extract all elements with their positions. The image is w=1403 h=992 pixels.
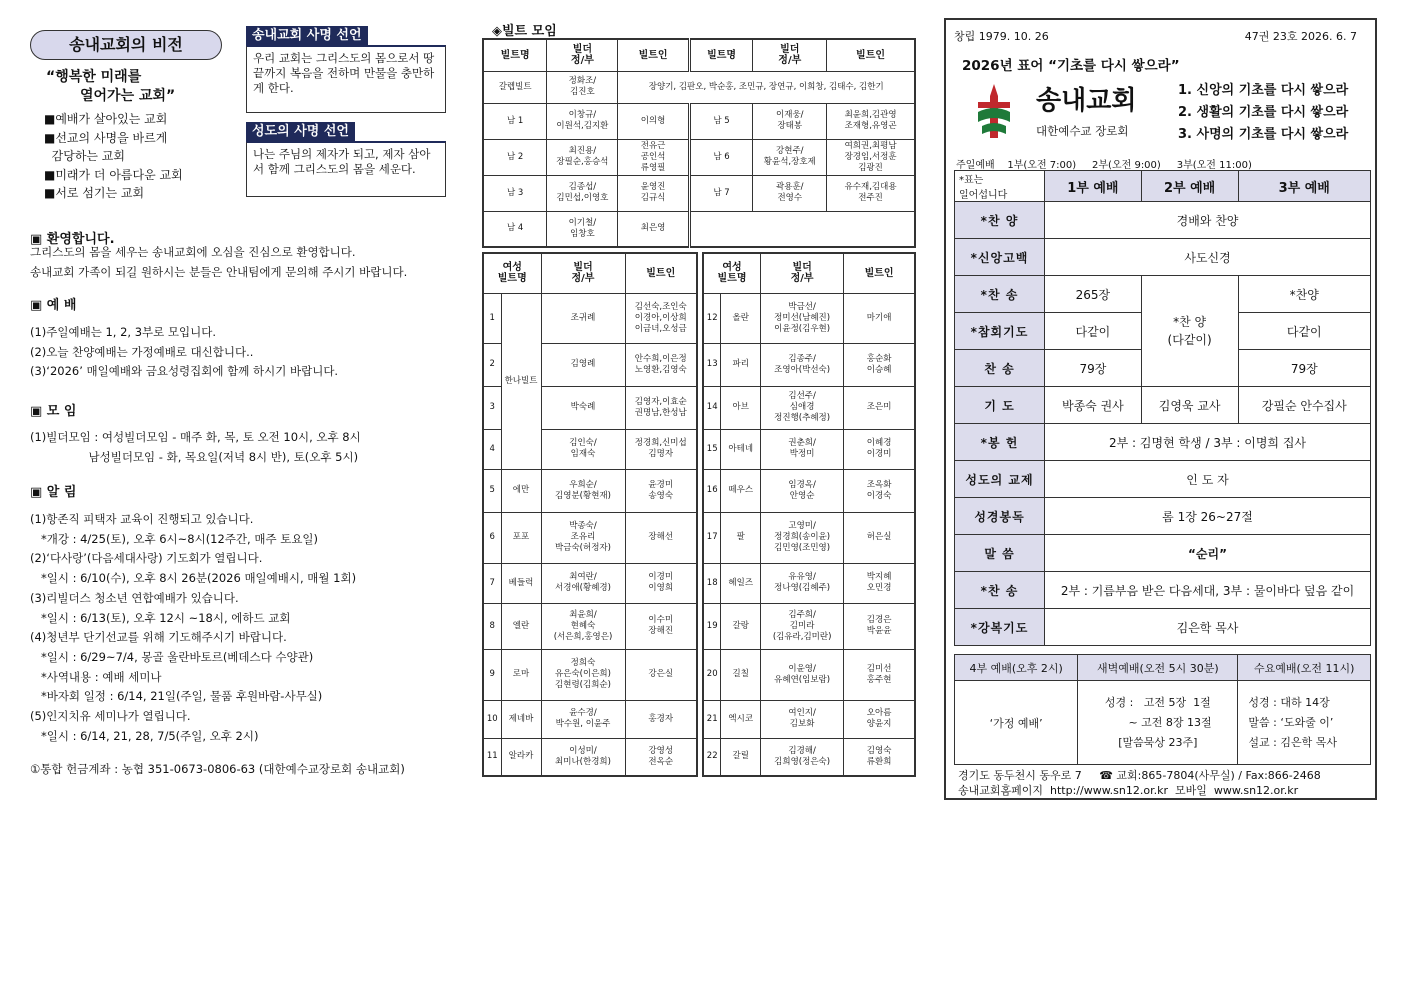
builder: 박숙례 (541, 386, 625, 429)
table-row (483, 563, 697, 603)
order-label: 성경봉독 (955, 498, 1045, 535)
church-decl-title: 송내교회 사명 선언 (246, 26, 368, 46)
built-group: 아테네 (721, 429, 761, 469)
builder: 김종섭/ 김민섭,이영호 (547, 175, 618, 211)
column-header: 빌트인 (618, 39, 689, 71)
header-wednesday: 수요예배(오전 11시) (1238, 655, 1371, 681)
built-group: 에만 (501, 469, 541, 512)
worship-title: ▣ 예 배 (30, 298, 77, 313)
header-service-1: 1부 예배 (1045, 171, 1142, 202)
built-members: 장해선 (625, 512, 697, 563)
row-number: 10 (483, 700, 501, 738)
header-service-3: 3부 예배 (1238, 171, 1371, 202)
row-number: 18 (703, 563, 721, 603)
table-row (703, 738, 915, 776)
column-header: 빌트명 (689, 39, 753, 71)
row-number: 21 (703, 700, 721, 738)
church-mission-declaration (246, 24, 446, 113)
built-name: 남 2 (483, 139, 547, 175)
built-name: 남 5 (689, 103, 753, 139)
service-4-content: ‘가정 예배’ (955, 681, 1078, 765)
table-row (703, 512, 915, 563)
built-group: 갈릴 (721, 738, 761, 776)
worship-line: (1)주일예배는 1, 2, 3부로 모입니다. (30, 325, 217, 339)
church-footer: 경기도 동두천시 동우로 7 ☎ 교회:865-7804(사무실) / Fax:866-2468 송내교회홈페이지 http://www.sn12.or.kr 모바일 www.sn12.or.kr (958, 769, 1321, 797)
right-column (944, 18, 1377, 800)
table-row (483, 293, 697, 343)
built-members: 박지혜 오민경 (844, 563, 915, 603)
table-row (703, 343, 915, 386)
table-row (703, 563, 915, 603)
built-members: 이수미 장해진 (625, 603, 697, 649)
meeting-body (30, 428, 450, 467)
meeting-line: 남성빌더모임 - 화, 목요일(저녁 8시 반), 토(오후 5시) (30, 449, 359, 464)
empty-cell (689, 211, 915, 247)
row-number: 3 (483, 386, 501, 429)
built-members: 윤영진 김규식 (618, 175, 689, 211)
built-members: 전유근 공인석 류영필 (618, 139, 689, 175)
wednesday-content (1238, 681, 1371, 765)
vision-item: ■선교의 사명을 바르게 (44, 130, 168, 145)
notice-line: *일시 : 6/13(토), 오후 12시 ~18시, 에하드 교회 (30, 610, 291, 625)
table-row (703, 293, 915, 343)
built-group: 떼우스 (721, 469, 761, 512)
row-number: 15 (703, 429, 721, 469)
built-members: 허은실 (844, 512, 915, 563)
row-number: 9 (483, 649, 501, 700)
row-number: 5 (483, 469, 501, 512)
builder: 임경옥/ 안영순 (761, 469, 844, 512)
builder: 이재웅/ 장태봉 (753, 103, 827, 139)
builder: 조귀례 (541, 293, 625, 343)
vision-item: ■미래가 더 아름다운 교회 (44, 167, 183, 182)
built-group: 팔 (721, 512, 761, 563)
row-number: 17 (703, 512, 721, 563)
order-hymn1-3: *찬양 (1238, 276, 1371, 313)
built-group: 엑시코 (721, 700, 761, 738)
built-members: 마기애 (844, 293, 915, 343)
built-members: 조은미 (844, 386, 915, 429)
order-hymn1-1: 265장 (1045, 276, 1142, 313)
built-group: 갈랑 (721, 603, 761, 649)
goal-item: 1. 신앙의 기초를 다시 쌓으라 (1178, 83, 1349, 98)
worship-line: (2)오늘 찬양예배는 가정예배로 대신합니다.. (30, 344, 254, 359)
built-group: 파리 (721, 343, 761, 386)
church-decl-text: 우리 교회는 그리스도의 몸으로서 땅끝까지 복음을 전하며 만물을 충만하게 한다. (246, 45, 446, 113)
saint-decl-title: 성도의 사명 선언 (246, 122, 355, 142)
dawn-line: ~ 고전 8장 13절 (1103, 715, 1212, 729)
vision-title-line2: 열어가는 교회” (80, 88, 176, 104)
order-praise: 경배와 찬양 (1045, 202, 1371, 239)
built-name: 남 6 (689, 139, 753, 175)
builder: 박종숙/ 조유리 박금숙(허정자) (541, 512, 625, 563)
row-number: 16 (703, 469, 721, 512)
column-header: 빌트인 (625, 253, 697, 293)
table-row (483, 175, 915, 211)
row-number: 22 (703, 738, 721, 776)
goal-item: 2. 생활의 기초를 다시 쌓으라 (1178, 105, 1349, 120)
church-name: 송내교회 (1036, 86, 1137, 116)
built-members: 안수희,이은정 노영환,김영숙 (625, 343, 697, 386)
row-number: 7 (483, 563, 501, 603)
built-members: 최은영 (618, 211, 689, 247)
table-header-row (703, 253, 915, 293)
order-repent-3: 다같이 (1238, 313, 1371, 350)
wed-line: 성경 : 대하 14장 (1248, 695, 1330, 709)
row-number: 14 (703, 386, 721, 429)
other-services-table (954, 654, 1371, 765)
table-row (483, 139, 915, 175)
column-header: 빌트명 (483, 39, 547, 71)
built-name: 남 3 (483, 175, 547, 211)
built-group: 포포 (501, 512, 541, 563)
order-label: 말 씀 (955, 535, 1045, 572)
column-header: 빌더 정/부 (753, 39, 827, 71)
built-members: 김선숙,조인숙 이경아,이상희 이금녀,오성금 (625, 293, 697, 343)
founded-date: 창립 1979. 10. 26 (954, 30, 1049, 43)
builder: 최윤희/ 현혜숙 (서은희,홍영은) (541, 603, 625, 649)
built-group: 아브 (721, 386, 761, 429)
women-built-table-left (482, 252, 698, 777)
order-label: *봉 헌 (955, 424, 1045, 461)
built-members: 홍경자 (625, 700, 697, 738)
builder: 권춘희/ 박정미 (761, 429, 844, 469)
table-row (703, 700, 915, 738)
notice-line: *개강 : 4/25(토), 오후 6시~8시(12주간, 매주 토요일) (30, 531, 319, 546)
built-group: 제네바 (501, 700, 541, 738)
builder: 유유영/ 정나영(김혜주) (761, 563, 844, 603)
builder: 이성미/ 최미나(한경희) (541, 738, 625, 776)
table-row (703, 469, 915, 512)
builder: 박금선/ 정미선(남혜진) 이윤정(김우현) (761, 293, 844, 343)
built-group: 헤일즈 (721, 563, 761, 603)
built-members: 정경희,신미섭 김명자 (625, 429, 697, 469)
order-label: *강복기도 (955, 609, 1045, 646)
built-members: 오아름 양윤지 (844, 700, 915, 738)
meeting-line: (1)빌더모임 : 여성빌더모임 - 매주 화, 목, 토 오전 10시, 오후 8시 (30, 430, 361, 444)
vision-pill: 송내교회의 비전 (30, 30, 222, 60)
row-number: 12 (703, 293, 721, 343)
order-label: 기 도 (955, 387, 1045, 424)
row-number: 20 (703, 649, 721, 700)
notice-line: *바자회 일정 : 6/14, 21일(주일, 물품 후원바람-사무실) (30, 689, 323, 704)
row-number: 6 (483, 512, 501, 563)
table-row (703, 603, 915, 649)
order-hymn3: 2부 : 기름부음 받은 다음세대, 3부 : 물이바다 덮음 같이 (1045, 572, 1371, 609)
notice-body (30, 510, 450, 780)
order-sermon: “순리” (1045, 535, 1371, 572)
built-group: 로마 (501, 649, 541, 700)
table-row (483, 211, 915, 247)
table-row (703, 649, 915, 700)
order-label: 성도의 교제 (955, 461, 1045, 498)
order-offering: 2부 : 김명현 학생 / 3부 : 이명희 집사 (1045, 424, 1371, 461)
built-group: 길칠 (721, 649, 761, 700)
dawn-line: 성경 : 고전 5장 1절 (1104, 695, 1211, 709)
welcome-body (30, 243, 450, 282)
builder: 김주희/ 김미라 (김유라,김미란) (761, 603, 844, 649)
dawn-content (1078, 681, 1238, 765)
builder: 최여란/ 서경애(황혜경) (541, 563, 625, 603)
table-header-row (483, 253, 697, 293)
column-header: 빌더 정/부 (541, 253, 625, 293)
stand-note: *표는 일어섭니다 (955, 171, 1045, 202)
built-group: 한나빌트 (501, 293, 541, 469)
order-prayer-1: 박종숙 권사 (1045, 387, 1142, 424)
built-name: 남 7 (689, 175, 753, 211)
vision-title (46, 68, 175, 106)
builder: 정희숙 유은숙(이은희) 김현령(김희순) (541, 649, 625, 700)
order-fellowship: 인 도 자 (1045, 461, 1371, 498)
row-number: 13 (703, 343, 721, 386)
built-group: 엘란 (501, 603, 541, 649)
builder: 고영미/ 정경희(송이윤) 김민영(조민영) (761, 512, 844, 563)
table-row (483, 603, 697, 649)
table-row (483, 512, 697, 563)
built-group: 알라카 (501, 738, 541, 776)
builder: 강현주/ 황윤석,장호제 (753, 139, 827, 175)
notice-line: (1)항존직 피택자 교육이 진행되고 있습니다. (30, 512, 254, 526)
column-header: 여성 빌트명 (483, 253, 541, 293)
order-label: *찬 송 (955, 572, 1045, 609)
table-header-row (483, 39, 915, 71)
built-members: 김경은 박윤윤 (844, 603, 915, 649)
worship-body (30, 323, 450, 382)
column-header: 빌트인 (827, 39, 915, 71)
builder: 김종주/ 조영아(박선숙) (761, 343, 844, 386)
notice-line: *일시 : 6/29~7/4, 몽골 울란바토르(베데스다 수양관) (30, 649, 314, 664)
saint-decl-text: 나는 주님의 제자가 되고, 제자 삼아서 함께 그리스도의 몸을 세운다. (246, 141, 446, 197)
builder: 김인숙/ 임재숙 (541, 429, 625, 469)
row-number: 1 (483, 293, 501, 343)
builder: 이윤영/ 유혜연(임보람) (761, 649, 844, 700)
built-name: 남 1 (483, 103, 547, 139)
notice-line: *사역내용 : 예배 세미나 (30, 669, 162, 684)
order-blessing: 김은학 목사 (1045, 609, 1371, 646)
built-members: 이의형 (618, 103, 689, 139)
built-members: 김영숙 류환희 (844, 738, 915, 776)
table-row (483, 700, 697, 738)
order-label: *신앙고백 (955, 239, 1045, 276)
notice-line: (2)‘다사랑’(다음세대사랑) 기도회가 열립니다. (30, 551, 263, 566)
goal-item: 3. 사명의 기초를 다시 쌓으라 (1178, 127, 1349, 142)
column-header: 빌더 정/부 (547, 39, 618, 71)
year-theme: 2026년 표어 “기초를 다시 쌓으라” (962, 58, 1180, 74)
wed-line: 말씀 : ‘도와줄 이’ (1248, 715, 1334, 729)
dawn-line: [말씀묵상 23주] (1118, 735, 1198, 749)
built-members: 이경미 이영희 (625, 563, 697, 603)
built-group: 올란 (721, 293, 761, 343)
builder: 김영례 (541, 343, 625, 386)
built-members: 홍순화 이승혜 (844, 343, 915, 386)
builder: 김선주/ 심애경 정진행(추혜정) (761, 386, 844, 429)
notice-line: (3)리빌더스 청소년 연합예배가 있습니다. (30, 590, 239, 605)
built-members: 강영성 전옥순 (625, 738, 697, 776)
welcome-line: 그리스도의 몸을 세우는 송내교회에 오심을 진심으로 환영합니다. (30, 245, 356, 259)
order-hymn2-3: 79장 (1238, 350, 1371, 387)
meeting-title: ▣ 모 임 (30, 404, 77, 419)
order-prayer-2: 김영욱 교사 (1141, 387, 1238, 424)
row-number: 19 (703, 603, 721, 649)
order-prayer-3: 강필순 안수집사 (1238, 387, 1371, 424)
order-praise-2: *찬 양 (다같이) (1141, 276, 1238, 387)
vision-item: ■서로 섬기는 교회 (44, 186, 145, 200)
builder: 김경해/ 김희영(정은숙) (761, 738, 844, 776)
header-dawn: 새벽예배(오전 5시 30분) (1078, 655, 1238, 681)
header-service-4: 4부 예배(오후 2시) (955, 655, 1078, 681)
issue-number: 47권 23호 2026. 6. 7 (1244, 30, 1357, 43)
table-row (483, 469, 697, 512)
table-row (483, 103, 915, 139)
built-name: 남 4 (483, 211, 547, 247)
vision-item: ■예배가 살아있는 교회 (44, 112, 168, 126)
offering-account: ①통합 헌금계좌 : 농협 351-0673-0806-63 (대한예수교장로회 송내교회) (30, 762, 405, 777)
welcome-title: ▣ 환영합니다. (30, 232, 115, 247)
builder: 우희순/ 김영분(황현재) (541, 469, 625, 512)
built-members: 유수재,김대용 전주진 (827, 175, 915, 211)
women-built-table-right (702, 252, 916, 777)
denomination: 대한예수교 장로회 (1036, 124, 1129, 138)
column-header: 빌트인 (844, 253, 915, 293)
worship-line: (3)‘2026’ 매일예배와 금요성령집회에 함께 하시기 바랍니다. (30, 364, 339, 379)
order-label: *참회기도 (955, 313, 1045, 350)
builder: 이창규/ 이원석,김지환 (547, 103, 618, 139)
built-members: 강은실 (625, 649, 697, 700)
table-row (703, 429, 915, 469)
men-built-table (482, 38, 916, 248)
notice-line: *일시 : 6/14, 21, 28, 7/5(주일, 오후 2시) (30, 728, 259, 743)
row-number: 4 (483, 429, 501, 469)
table-row (703, 386, 915, 429)
builder: 곽용훈/ 전영수 (753, 175, 827, 211)
built-members: 김영자,이효순 권명남,한성남 (625, 386, 697, 429)
vision-list (44, 110, 183, 203)
builder: 이기철/ 임창호 (547, 211, 618, 247)
row-number: 2 (483, 343, 501, 386)
order-label: *찬 송 (955, 276, 1045, 313)
worship-order-table (954, 170, 1371, 646)
order-creed: 사도신경 (1045, 239, 1371, 276)
order-reading: 롬 1장 26~27절 (1045, 498, 1371, 535)
built-members: 윤경미 송영숙 (625, 469, 697, 512)
church-logo-icon (974, 82, 1014, 140)
service-times: 주일예배 1부(오전 7:00) 2부(오전 9:00) 3부(오전 11:00) (956, 160, 1252, 171)
built-members: 이혜경 이경미 (844, 429, 915, 469)
built-name: 갈렙빌트 (483, 71, 547, 103)
builder: 정화조/ 김진호 (547, 71, 618, 103)
header-service-2: 2부 예배 (1141, 171, 1238, 202)
column-header: 여성 빌트명 (703, 253, 761, 293)
column-header: 빌더 정/부 (761, 253, 844, 293)
order-label: *찬 양 (955, 202, 1045, 239)
notice-title: ▣ 알 림 (30, 485, 77, 500)
notice-line: (4)청년부 단기선교를 위해 기도해주시기 바랍니다. (30, 630, 287, 645)
table-row (483, 649, 697, 700)
built-members: 장양기, 김판오, 박순홍, 조민규, 장연규, 이희창, 김태수, 김한기 (618, 71, 915, 103)
order-hymn2-1: 79장 (1045, 350, 1142, 387)
built-meeting-title: ◈빌트 모임 (492, 24, 557, 39)
builder: 윤수경/ 박수원, 이윤주 (541, 700, 625, 738)
row-number: 11 (483, 738, 501, 776)
row-number: 8 (483, 603, 501, 649)
builder: 여인지/ 김보화 (761, 700, 844, 738)
saint-mission-declaration (246, 120, 446, 197)
vision-item: 감당하는 교회 (44, 149, 125, 163)
notice-line: (5)인지치유 세미나가 열립니다. (30, 709, 191, 724)
built-members: 최윤희,김관영 조재형,유영곤 (827, 103, 915, 139)
wed-line: 설교 : 김은학 목사 (1248, 735, 1337, 749)
built-group: 베들럭 (501, 563, 541, 603)
built-members: 조옥화 이경숙 (844, 469, 915, 512)
table-row (483, 738, 697, 776)
builder: 최진용/ 장필순,홍승석 (547, 139, 618, 175)
welcome-line: 송내교회 가족이 되길 원하시는 분들은 안내팀에게 문의해 주시기 바랍니다. (30, 264, 408, 279)
order-repent-1: 다같이 (1045, 313, 1142, 350)
table-row (483, 71, 915, 103)
goals (1178, 80, 1348, 146)
built-members: 여희권,최평남 장경임,서정훈 김광진 (827, 139, 915, 175)
order-label: 찬 송 (955, 350, 1045, 387)
notice-line: *일시 : 6/10(수), 오후 8시 26분(2026 매일예배시, 매월 1회) (30, 571, 357, 586)
built-members: 김미선 홍주현 (844, 649, 915, 700)
vision-title-line1: “행복한 미래를 (46, 69, 142, 85)
